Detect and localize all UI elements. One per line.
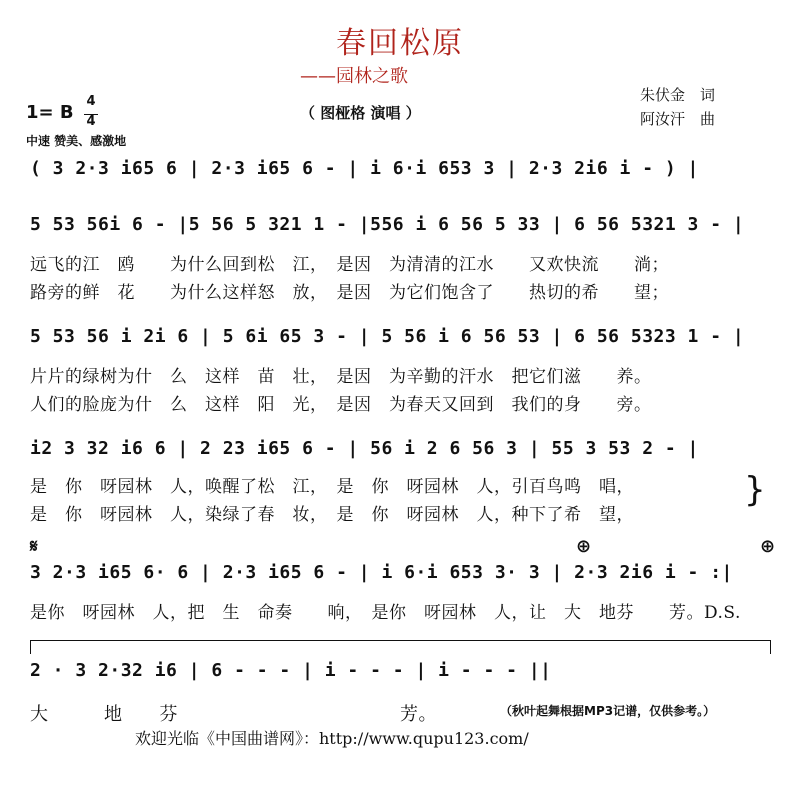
lyric-line-6: 大 地 芬 芳。 (30, 704, 437, 725)
performer-credit: （ 图桠格 演唱 ） (300, 104, 421, 122)
notation-line-4: i2 3 32 i6 6 | 2 23 i65 6 - | 56 i 2 6 56 3 | 55 3 53 2 - | (30, 438, 699, 459)
segno-sign: 𝄋 (30, 536, 38, 557)
notation-line-6: 2 · 3 2·32 i6 | 6 - - - | i - - - | i - - - || (30, 660, 552, 681)
lyric-line-3-verse-1: 片片的绿树为什 么 这样 苗 壮， 是因 为辛勤的汗水 把它们滋 养。 (30, 367, 652, 387)
coda-bracket-left (30, 640, 31, 654)
lyric-line-2-verse-1: 远飞的江 鸥 为什么回到松 江， 是因 为清清的江水 又欢快流 淌； (30, 255, 669, 275)
lyric-line-4-verse-1: 是 你 呀园林 人，唤醒了松 江， 是 你 呀园林 人，引百鸟鸣 唱， (30, 477, 634, 497)
lyric-line-5: 是你 呀园林 人，把 生 命奏 响， 是你 呀园林 人，让 大 地芬 芳。D.S. (30, 603, 741, 623)
coda-bracket-line (30, 640, 770, 641)
song-subtitle: ——园林之歌 (300, 66, 408, 87)
notation-line-3: 5 53 56 i 2i 6 | 5 6i 65 3 - | 5 56 i 6 56 53 | 6 56 5323 1 - | (30, 326, 745, 347)
meter-numerator: 4 (86, 94, 96, 109)
transcription-note: （秋叶起舞根据MP3记谱，仅供参考。） (500, 704, 716, 718)
lyric-line-3-verse-2: 人们的脸庞为什 么 这样 阳 光， 是因 为春天又回到 我们的身 旁。 (30, 395, 652, 415)
lyric-line-2-verse-2: 路旁的鲜 花 为什么这样怒 放， 是因 为它们饱含了 热切的希 望； (30, 283, 669, 303)
lyric-line-4-verse-2: 是 你 呀园林 人，染绿了春 妆， 是 你 呀园林 人，种下了希 望， (30, 505, 634, 525)
key-signature: 1= B (26, 102, 74, 123)
tempo-marking: 中速 赞美、感激地 (26, 134, 127, 148)
lyricist-credit: 朱伏金 词 (640, 86, 716, 104)
verse-brace: } (744, 470, 766, 510)
composer-credit: 阿汝汗 曲 (640, 110, 716, 128)
notation-line-1: ( 3 2·3 i65 6 | 2·3 i65 6 - | i 6·i 653 3 | 2·3 2i6 i - ) | (30, 158, 699, 179)
meter-denominator: 4 (86, 114, 96, 129)
coda-sign-1: ⊕ (576, 536, 592, 557)
footer-website[interactable]: 欢迎光临《中国曲谱网》：http://www.qupu123.com/ (135, 729, 529, 748)
song-title: 春回松原 (336, 26, 464, 61)
notation-line-5: 3 2·3 i65 6· 6 | 2·3 i65 6 - | i 6·i 653 3· 3 | 2·3 2i6 i - :| (30, 562, 733, 583)
coda-bracket-right (770, 640, 771, 654)
coda-sign-2: ⊕ (760, 536, 776, 557)
notation-line-2: 5 53 56i 6 - |5 56 5 321 1 - |556 i 6 56 5 33 | 6 56 5321 3 - | (30, 214, 745, 235)
